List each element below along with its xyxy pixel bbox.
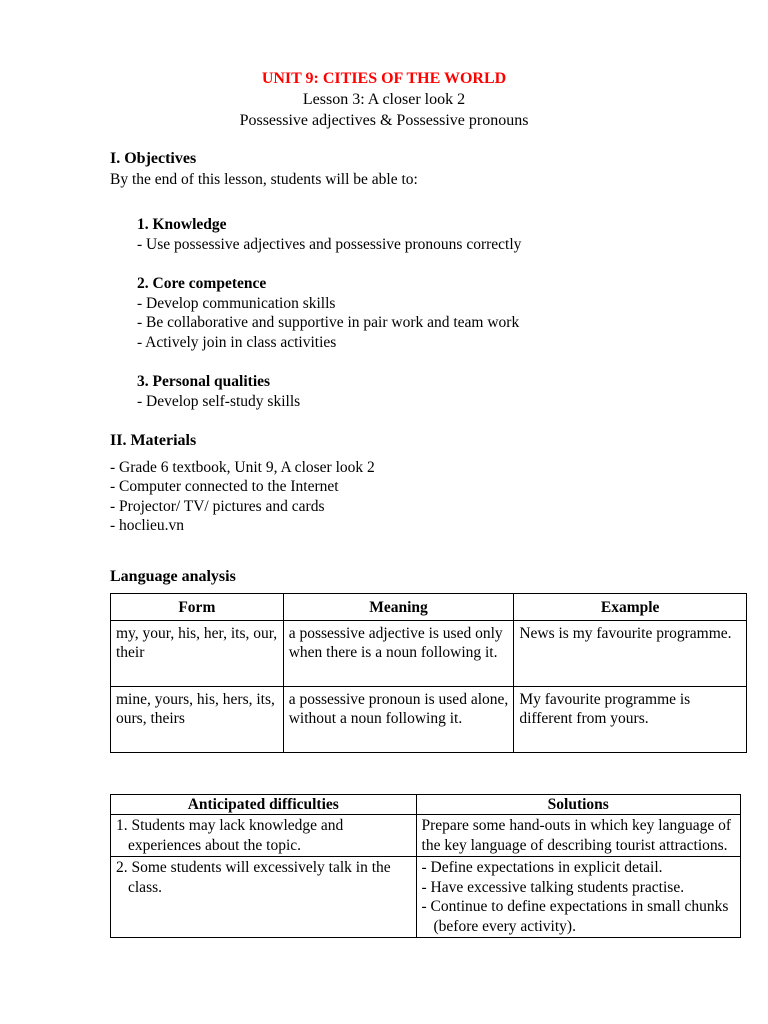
core-competence-section [110, 274, 728, 352]
materials-heading: II. Materials [110, 432, 197, 449]
column-header: Anticipated difficulties [111, 795, 417, 815]
table-row [111, 815, 741, 857]
meaning-cell: a possessive pronoun is used alone, without a noun following it. [283, 686, 514, 752]
table-row [111, 620, 747, 686]
objectives-intro: By the end of this lesson, students will be able to: [110, 170, 418, 188]
personal-qualities-section [110, 372, 728, 411]
language-analysis-table [110, 593, 747, 753]
lesson-topic: Possessive adjectives & Possessive pronouns [239, 111, 529, 129]
table-row [111, 686, 747, 752]
language-analysis-section [110, 567, 728, 587]
materials-section [110, 431, 728, 536]
solution-cell [416, 815, 740, 857]
objectives-section [110, 149, 728, 189]
difficulty-text: 2. Some students will excessively talk in the class. [116, 859, 391, 896]
personal-qualities-heading: 3. Personal qualities [137, 373, 271, 390]
form-cell: my, your, his, her, its, our, their [111, 620, 284, 686]
table-header-row [111, 594, 747, 621]
solution-text: - Define expectations in explicit detail. [421, 859, 663, 876]
solution-text: - Continue to define expectations in small chunks (before every activity). [421, 898, 729, 935]
core-item: - Be collaborative and supportive in pair work and team work [137, 314, 520, 332]
difficulty-text: 1. Students may lack knowledge and experiences about the topic. [116, 817, 344, 854]
table-header-row [111, 795, 741, 815]
core-competence-heading: 2. Core competence [137, 275, 267, 292]
document-header [0, 69, 768, 131]
knowledge-item: - Use possessive adjectives and possessive pronouns correctly [137, 235, 522, 253]
unit-title: UNIT 9: CITIES OF THE WORLD [261, 70, 507, 87]
materials-item: - hoclieu.vn [110, 517, 185, 535]
solution-cell [416, 857, 740, 938]
materials-item: - Grade 6 textbook, Unit 9, A closer look 2 [110, 458, 375, 476]
objectives-heading: I. Objectives [110, 150, 197, 167]
core-item: - Develop communication skills [137, 294, 336, 312]
difficulty-cell [111, 815, 417, 857]
example-cell: News is my favourite programme. [514, 620, 747, 686]
column-header: Example [514, 594, 747, 621]
column-header: Meaning [283, 594, 514, 621]
form-cell: mine, yours, his, hers, its, ours, theirs [111, 686, 284, 752]
table-row [111, 857, 741, 938]
materials-item: - Computer connected to the Internet [110, 478, 339, 496]
difficulty-cell [111, 857, 417, 938]
materials-item: - Projector/ TV/ pictures and cards [110, 497, 325, 515]
language-analysis-heading: Language analysis [110, 568, 236, 585]
personal-item: - Develop self-study skills [137, 392, 301, 410]
knowledge-heading: 1. Knowledge [137, 216, 227, 233]
column-header: Solutions [416, 795, 740, 815]
column-header: Form [111, 594, 284, 621]
solution-text: - Have excessive talking students practise. [421, 878, 685, 896]
core-item: - Actively join in class activities [137, 333, 337, 351]
meaning-cell: a possessive adjective is used only when there is a noun following it. [283, 620, 514, 686]
lesson-title: Lesson 3: A closer look 2 [302, 90, 466, 108]
example-cell: My favourite programme is different from yours. [514, 686, 747, 752]
difficulties-table [110, 794, 741, 938]
solution-text: Prepare some hand-outs in which key language of the key language of describing tourist attractions. [421, 817, 731, 854]
knowledge-section [110, 215, 728, 254]
